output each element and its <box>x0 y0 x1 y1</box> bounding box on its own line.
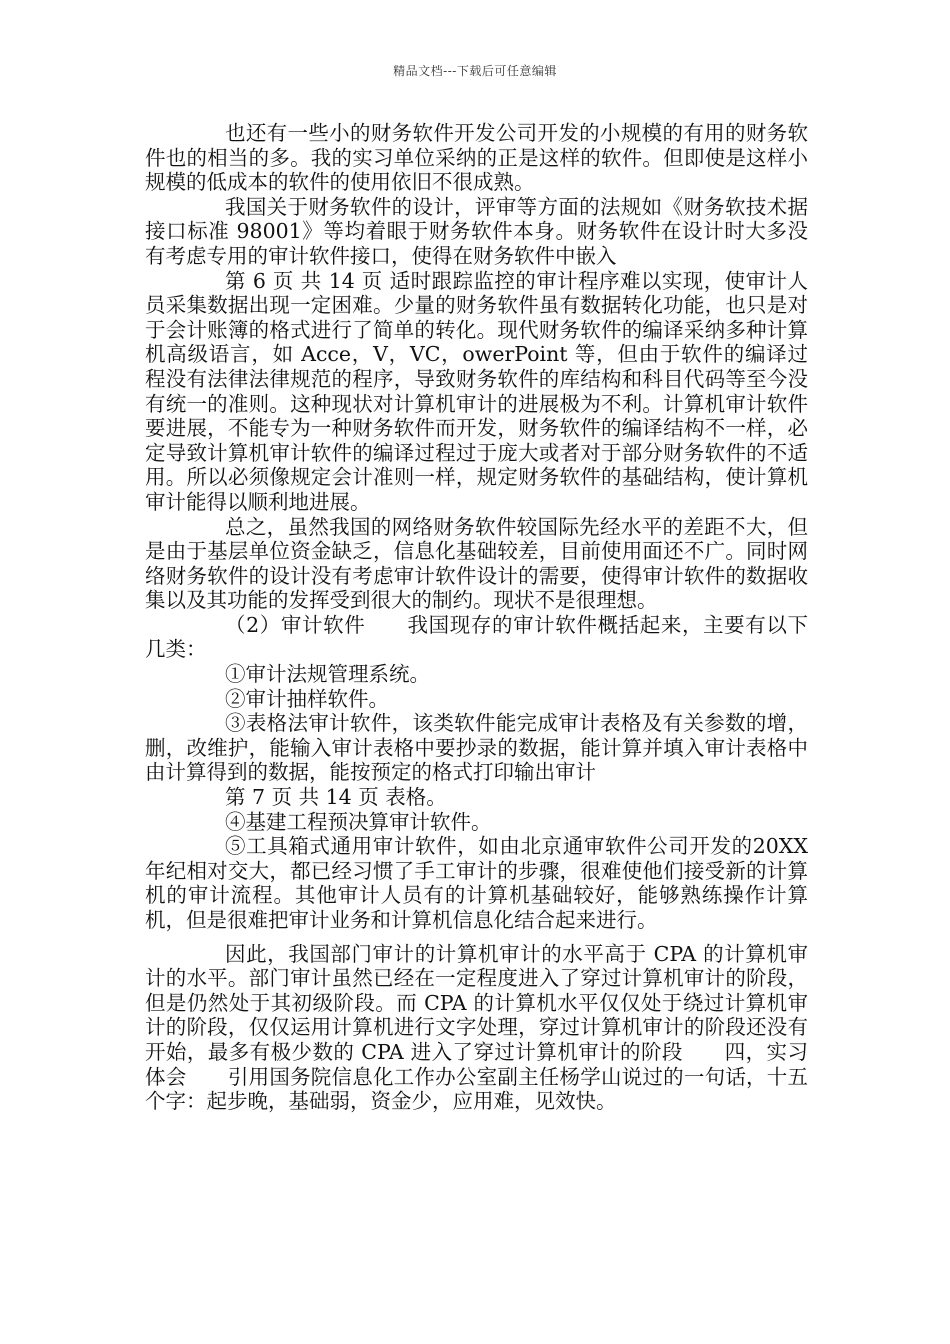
paragraph: 我国关于财务软件的设计，评审等方面的法规如《财务软技术据接口标准 98001》等均着眼于财务软件本身。财务软件在设计时大多没有考虑专用的审计软件接口，使得在财务软件中嵌入 <box>145 194 808 268</box>
paragraph: ④基建工程预决算审计软件。 <box>225 809 492 834</box>
paragraph: ⑤工具箱式通用审计软件，如由北京通审软件公司开发的20XX 年纪相对交大，都已经习惯了手工审计的步骤，很难使他们接受新的计算机的审计流程。其他审计人员有的计算机基础较好，能够熟练操作计算机，但是很难把审计业务和计算机信息化结合起来进行。 <box>145 834 808 932</box>
paragraph: ①审计法规管理系统。 <box>225 662 430 687</box>
paragraph: ③表格法审计软件，该类软件能完成审计表格及有关参数的增，删，改维护，能输入审计表格中要抄录的数据，能计算并填入审计表格中由计算得到的数据，能按预定的格式打印输出审计 <box>145 711 808 785</box>
document-body <box>145 121 808 1114</box>
paragraph: 因此，我国部门审计的计算机审计的水平高于 CPA 的计算机审计的水平。部门审计虽然已经在一定程度进入了穿过计算机审计的阶段，但是仍然处于其初级阶段。而 CPA 的计算机水平仅仅处于绕过计算机审计的阶段，仅仅运用计算机进行文字处理，穿过计算机审计的阶段还没有开始，最多有极少数的 CPA 进入了穿过计算机审计的阶段 四，实习体会 引用国务院信息化工作办公室副主任杨学山说过的一句话，十五个字：起步晚，基础弱，资金少，应用难，见效快。 <box>145 941 808 1114</box>
paragraph: 第 7 页 共 14 页 表格。 <box>225 785 447 810</box>
paragraph: 也还有一些小的财务软件开发公司开发的小规模的有用的财务软件也的相当的多。我的实习单位采纳的正是这样的软件。但即使是这样小规模的低成本的软件的使用依旧不很成熟。 <box>145 121 808 195</box>
paragraph: （2）审计软件 我国现存的审计软件概括起来，主要有以下几类： <box>145 612 808 662</box>
paragraph: 第 6 页 共 14 页 适时跟踪监控的审计程序难以实现，使审计人员采集数据出现一定困难。少量的财务软件虽有数据转化功能，也只是对于会计账簿的格式进行了简单的转化。现代财务软件的编译采纳多种计算机高级语言，如 Acce，V，VC，owerPoint 等，但由于软件的编译过程没有法律法律规范的程序，导致财务软件的库结构和科目代码等至今没有统一的准则。这种现状对计算机审计的进展极为不利。计算机审计软件要进展，不能专为一种财务软件而开发，财务软件的编译结构不一样，必定导致计算机审计软件的编译过程过于庞大或者对于部分财务软件的不适用。所以必须像规定会计准则一样，规定财务软件的基础结构，使计算机审计能得以顺利地进展。 <box>145 268 808 514</box>
page-header: 精品文档---下载后可任意编辑 <box>393 64 557 78</box>
paragraph: 总之，虽然我国的网络财务软件较国际先经水平的差距不大，但是由于基层单位资金缺乏，信息化基础较差，目前使用面还不广。同时网络财务软件的设计没有考虑审计软件设计的需要，使得审计软件的数据收集以及其功能的发挥受到很大的制约。现状不是很理想。 <box>145 514 808 613</box>
paragraph: ②审计抽样软件。 <box>225 686 389 711</box>
